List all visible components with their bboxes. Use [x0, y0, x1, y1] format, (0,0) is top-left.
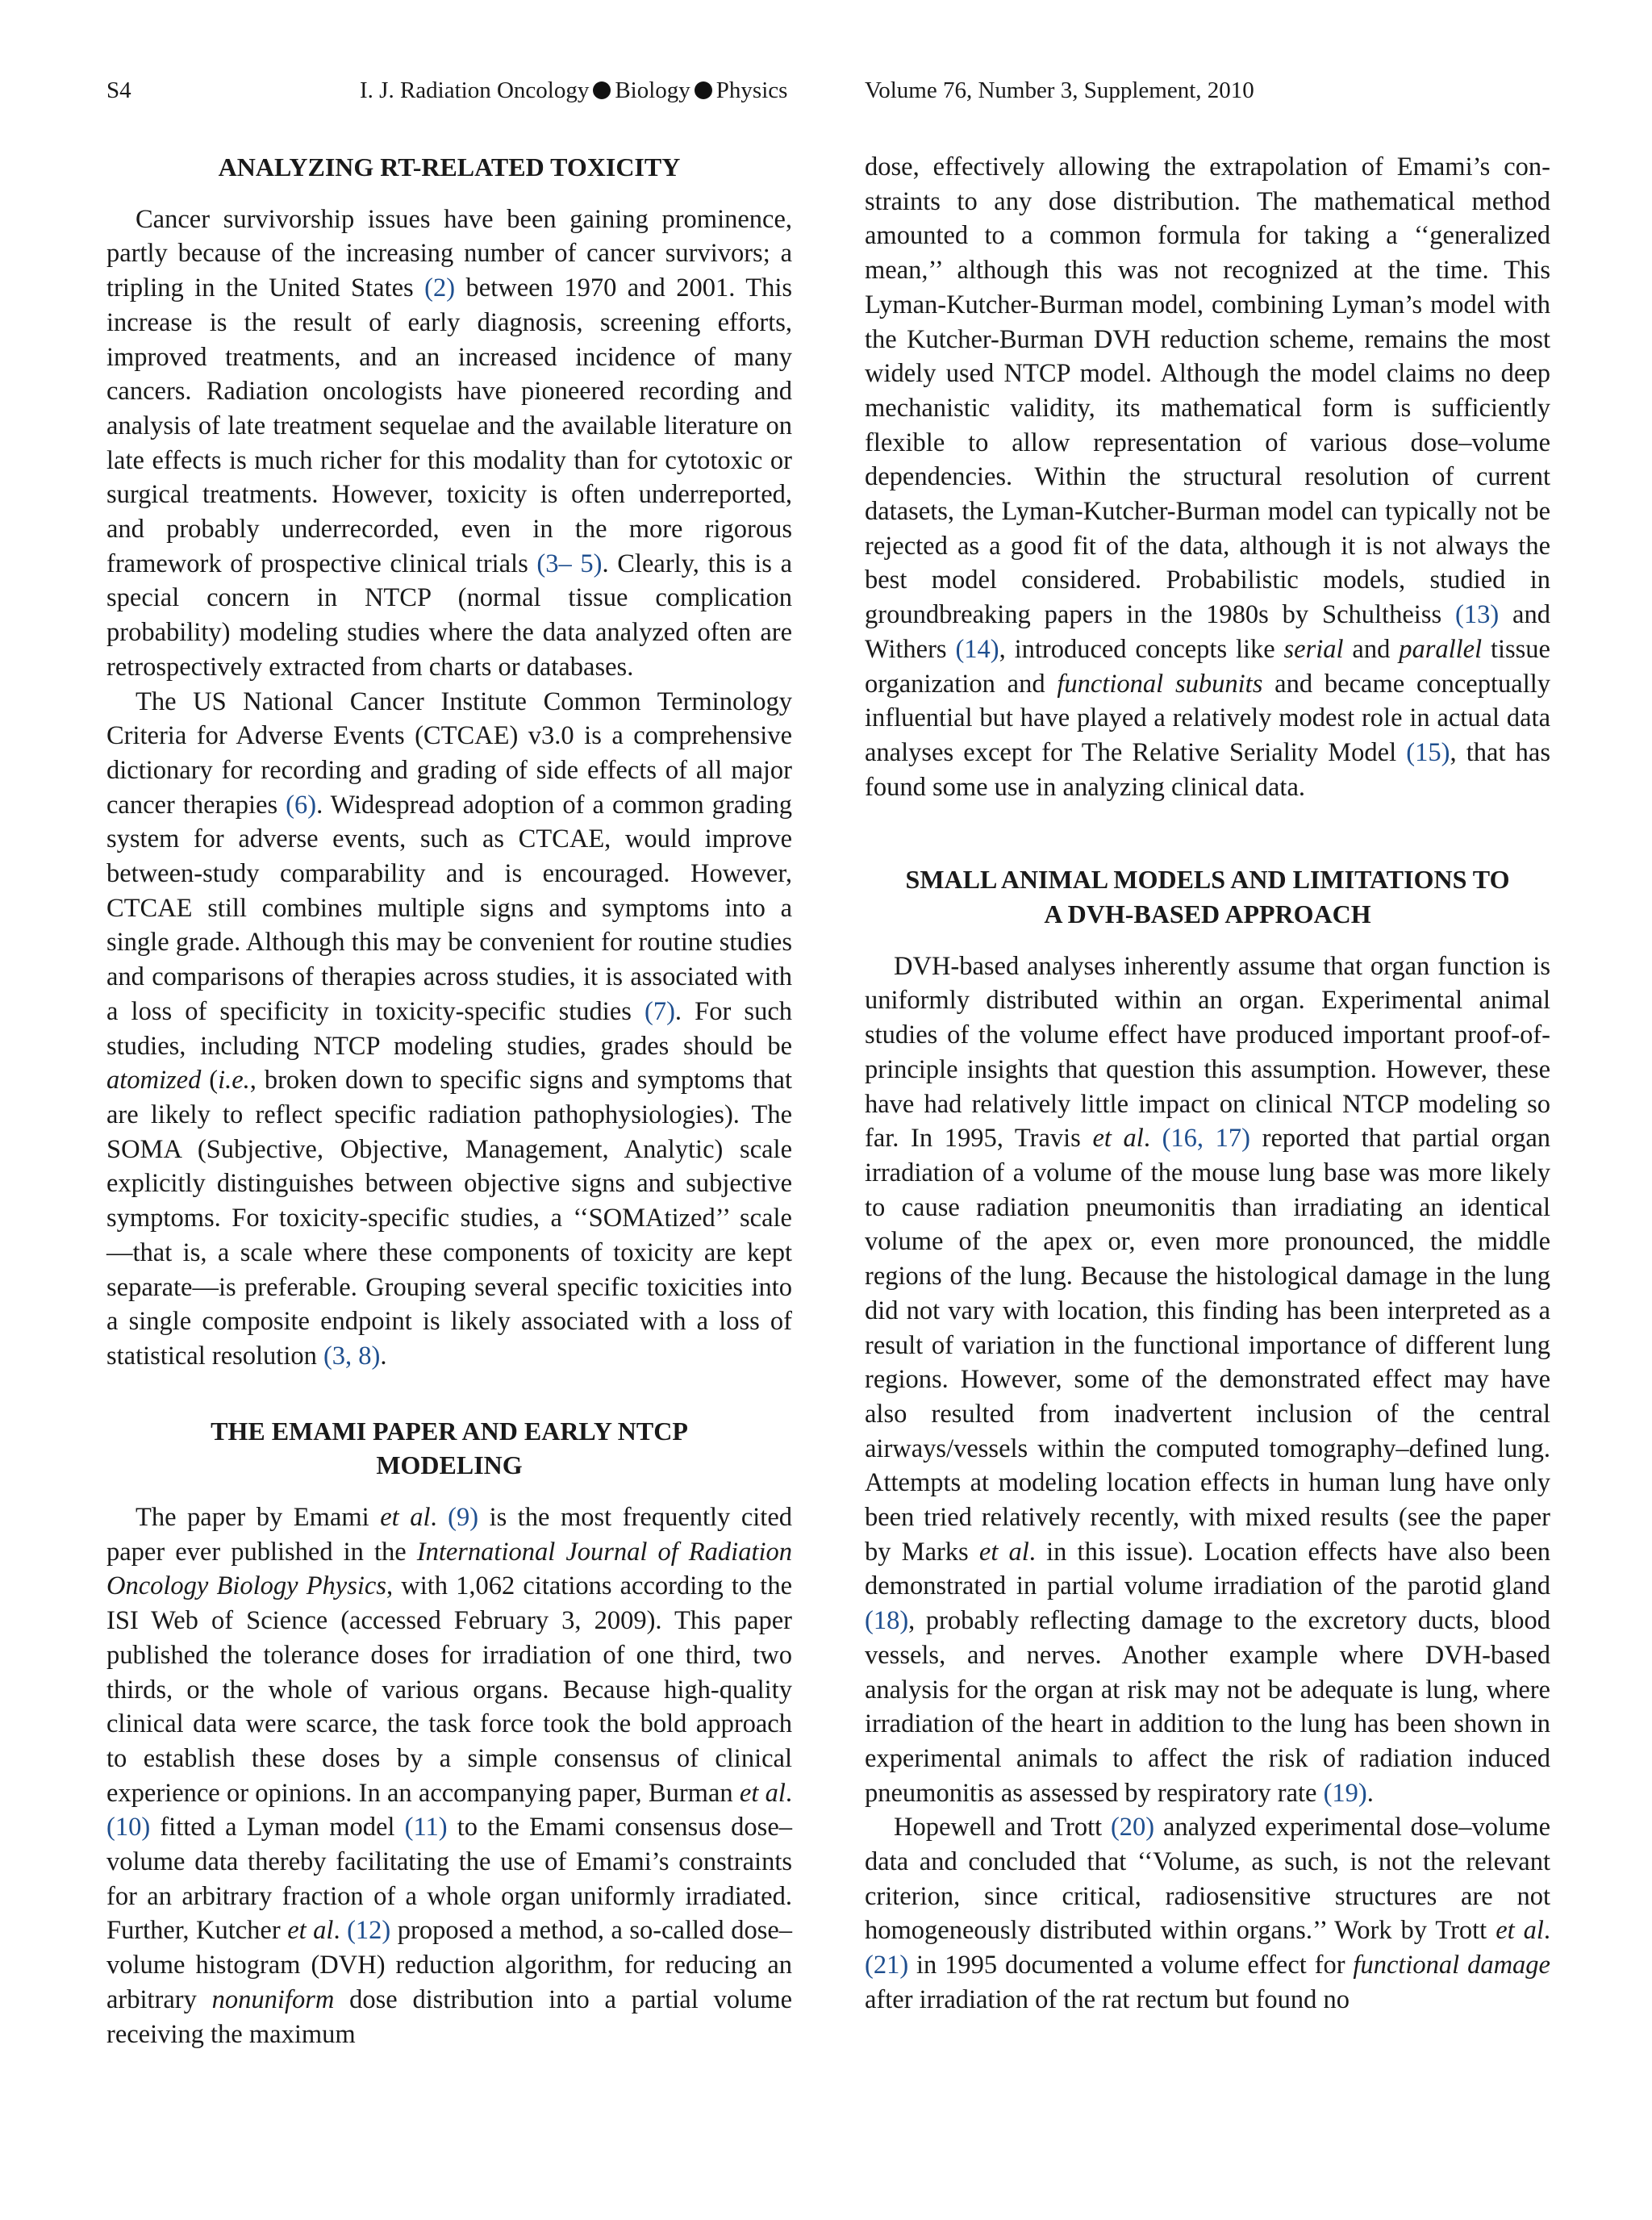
reference-link[interactable]: (20)	[1110, 1813, 1155, 1842]
reference-link[interactable]: (13)	[1455, 600, 1500, 630]
reference-link[interactable]: (14)	[955, 634, 999, 664]
paragraph-hopewell-trott: Hopewell and Trott (20) analyzed experimental dose–volume data and concluded that ‘‘Volume, as such, is not the relevant criterion, since critical, radiosensitive structures are not homogeneously distributed within organs.’’ Work by Trott et al. (21) in 1995 documented a volume effect for functional damage after irradiation of the rat rectum but found no	[865, 1813, 1551, 2014]
paragraph-survivorship: Cancer survivorship issues have been gaining prominence, partly because of the increasing number of cancer survivors; a tripling in the United States (2) between 1970 and 2001. This increase is the result of early diagnosis, screening efforts, improved treatments, and an increased incidence of many cancers. Radiation oncologists have pioneered recording and analysis of late treatment sequelae and the available literature on late effects is much richer for this modality than for cytotoxic or surgical treatments. However, toxicity is often underreported, and probably underrecorded, even in the more rigorous framework of prospective clinical trials (3– 5). Clearly, this is a special concern in NTCP (normal tissue complication probability) modeling studies where the data analyzed often are retrospectively extracted from charts or databases.	[106, 204, 792, 682]
section-heading-small-animal: SMALL ANIMAL MODELS AND LIMITATIONS TO A DVH-BASED APPROACH	[905, 865, 1510, 929]
bullet-icon	[593, 81, 611, 99]
reference-link[interactable]: (3, 8)	[323, 1341, 381, 1371]
reference-link[interactable]: (12)	[347, 1916, 391, 1946]
reference-link[interactable]: (7)	[645, 996, 675, 1026]
reference-link[interactable]: (11)	[404, 1813, 448, 1842]
paragraph-dvh-assumption: DVH-based analyses inherently assume that organ function is uniformly distributed within an organ. Experimental animal studies of the volume effect have produced important proof-of-principle insights that question this assumption. However, these have had relatively little impact on clinical NTCP modeling so far. In 1995, Travis et al. (16, 17) reported that partial organ irradiation of a volume of the mouse lung base was more likely to cause radiation pneumonitis than irradiating an identical volume of the apex or, even more pronounced, the middle regions of the lung. Because the histological damage in the lung did not vary with location, this finding has been interpreted as a result of variation in the functional importance of different lung regions. However, some of the demonstrated effect may have also resulted from inadvertent inclusion of the central airways/vessels within the computed tomography–defined lung. Attempts at modeling location effects in human lung have only been tried relatively recently, with mixed results (see the paper by Marks et al. in this issue). Location effects have also been demonstrated in partial volume irradiation of the parotid gland (18), probably reflecting damage to the excretory ducts, blood vessels, and nerves. Another example where DVH-based analysis for the organ at risk may not be adequate is lung, where irradiation of the heart in addition to the lung has been shown in experimental animals to affect the risk of radiation induced pneumonitis as assessed by respiratory rate (19).	[865, 951, 1551, 1808]
left-column	[106, 150, 792, 2051]
journal-title-part2: Biology	[615, 77, 690, 103]
volume-info: Volume 76, Number 3, Supplement, 2010	[865, 77, 1254, 103]
section-heading-emami: THE EMAMI PAPER AND EARLY NTCP MODELING	[211, 1416, 688, 1480]
reference-link[interactable]: (18)	[865, 1606, 909, 1636]
reference-link[interactable]: (15)	[1406, 737, 1450, 767]
page-number: S4	[106, 77, 131, 103]
reference-link[interactable]: (9)	[448, 1503, 479, 1533]
reference-link[interactable]: (21)	[865, 1951, 909, 1980]
journal-title-part1: I. J. Radiation Oncology	[360, 77, 590, 103]
bullet-icon	[695, 81, 712, 99]
reference-link[interactable]: (16, 17)	[1162, 1124, 1251, 1154]
running-header	[106, 77, 1550, 113]
reference-link[interactable]: (2)	[424, 273, 456, 303]
paragraph-lkb-model: dose, effectively allowing the extrapolation of Emami’s constraints to any dose distribution. The mathematical method amounted to a common formula for taking a ‘‘generalized mean,’’ although this was not recognized at the time. This Lyman-Kutcher-Burman model, combining Lyman’s model with the Kutcher-Burman DVH reduction scheme, remains the most widely used NTCP model. Although the model claims no deep mechanistic validity, its mathematical form is sufficiently flexible to allow representation of various dose–volume dependencies. Within the structural resolution of current datasets, the Lyman-Kutcher-Burman model can typically not be rejected as a good fit of the data, although it is not always the best model considered. Probabilistic models, studied in groundbreaking papers in the 1980s by Schultheiss (13) and Withers (14), introduced concepts like serial and parallel tissue organization and functional subunits and became conceptually influential but have played a relatively modest role in actual data analyses except for The Relative Seriality Model (15), that has found some use in analyzing clinical data.	[865, 152, 1551, 802]
reference-link[interactable]: (19)	[1323, 1778, 1367, 1808]
reference-link[interactable]: (6)	[286, 790, 317, 820]
reference-link[interactable]: (3– 5)	[536, 549, 603, 578]
reference-link[interactable]: (10)	[106, 1813, 151, 1842]
right-column	[865, 150, 1550, 2018]
paragraph-emami: The paper by Emami et al. (9) is the most frequently cited paper ever published in the International Journal of Radiation Oncology Biology Physics, with 1,062 citations according to the ISI Web of Science (accessed February 3, 2009). This paper published the tolerance doses for irradiation of one third, two thirds, or the whole of various organs. Because high-quality clinical data were scarce, the task force took the bold approach to establish these doses by a simple consensus of clinical experience or opinions. In an accompanying paper, Burman et al. (10) fitted a Lyman model (11) to the Emami consensus dose–volume data thereby facilitating the use of Emami’s constraints for an arbitrary fraction of a whole organ uniformly irradiated. Further, Kutcher et al. (12) proposed a method, a so-called dose–volume histogram (DVH) reduction algorithm, for reducing an arbitrary nonuniform dose distribution into a partial volume receiving the maximum	[106, 1503, 793, 2049]
section-heading-toxicity: ANALYZING RT-RELATED TOXICITY	[218, 152, 681, 182]
journal-title	[360, 77, 787, 104]
paragraph-ctcae: The US National Cancer Institute Common Terminology Criteria for Adverse Events (CTCAE) v3.0 is a comprehensive dictionary for recording and grading of side effects of all major cancer therapies (6). Widespread adoption of a common grading system for adverse events, such as CTCAE, would improve between-study comparability and is encouraged. However, CTCAE still combines multiple signs and symptoms into a single grade. Although this may be convenient for routine studies and comparisons of therapies across studies, it is associated with a loss of specificity in toxicity-specific studies (7). For such studies, including NTCP modeling studies, grades should be atomized (i.e., broken down to specific signs and symptoms that are likely to reflect specific radiation pathophysiologies). The SOMA (Subjective, Objective, Management, Analytic) scale explicitly distinguishes between objective signs and subjective symptoms. For toxicity-specific studies, a ‘‘SOMAtized’’ scale—that is, a scale where these components of toxicity are kept separate—is preferable. Grouping several specific toxicities into a single composite endpoint is likely associated with a loss of statistical resolution (3, 8).	[106, 686, 793, 1371]
journal-title-part3: Physics	[715, 77, 788, 103]
